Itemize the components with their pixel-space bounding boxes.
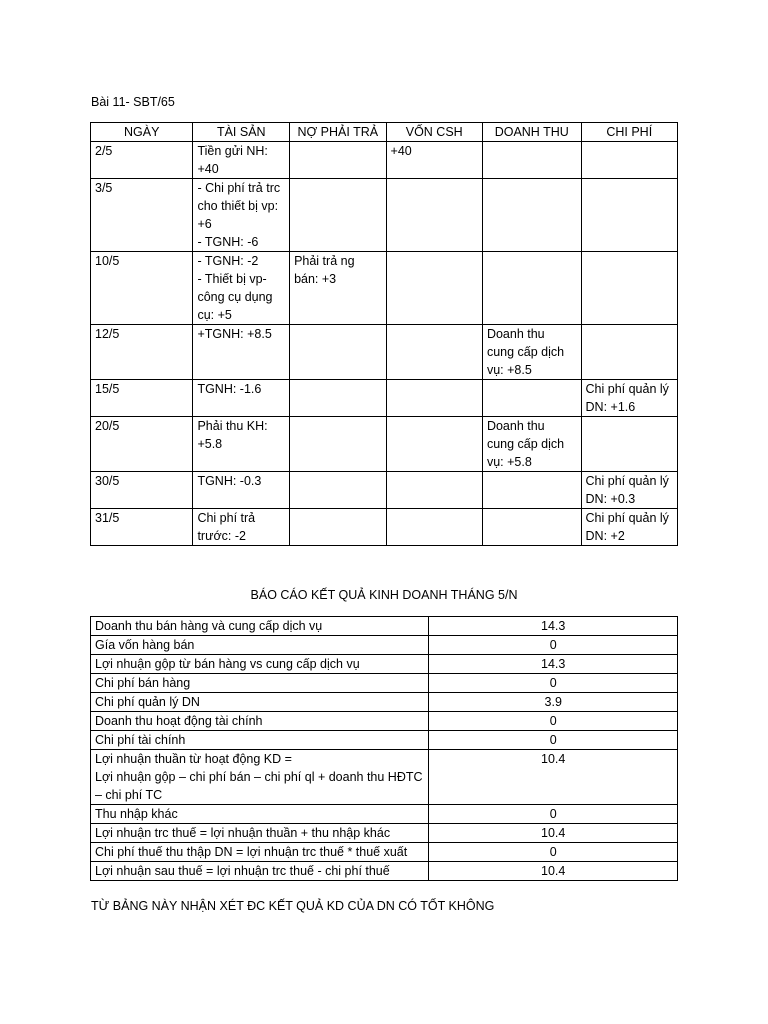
cell-assets: Tiền gửi NH: +40 [193, 142, 290, 179]
cell-assets: - TGNH: -2 - Thiết bị vp- công cụ dụng cụ: +5 [193, 252, 290, 325]
transaction-table [90, 122, 678, 546]
report-label: Doanh thu bán hàng và cung cấp dịch vụ [91, 617, 429, 636]
report-label: Lợi nhuận sau thuế = lợi nhuận trc thuế - chi phí thuế [91, 862, 429, 881]
cell-equity [386, 380, 482, 417]
cell-assets: +TGNH: +8.5 [193, 325, 290, 380]
cell-equity [386, 325, 482, 380]
report-row [91, 731, 678, 750]
report-row [91, 862, 678, 881]
report-label: Chi phí thuế thu thập DN = lợi nhuận trc thuế * thuế xuất [91, 843, 429, 862]
report-label: Chi phí quản lý DN [91, 693, 429, 712]
report-label: Lợi nhuận thuần từ hoạt động KD = Lợi nhuận gộp – chi phí bán – chi phí ql + doanh thu HĐTC – chi phí TC [91, 750, 429, 805]
report-row [91, 693, 678, 712]
cell-equity [386, 179, 482, 252]
cell-liabilities: Phải trả ng bán: +3 [290, 252, 386, 325]
cell-assets: TGNH: -1.6 [193, 380, 290, 417]
exercise-title: Bài 11- SBT/65 [91, 95, 175, 109]
report-label: Chi phí tài chính [91, 731, 429, 750]
report-label: Lợi nhuận gộp từ bán hàng vs cung cấp dịch vụ [91, 655, 429, 674]
table-header-row [91, 123, 678, 142]
cell-revenue: Doanh thu cung cấp dịch vụ: +8.5 [482, 325, 581, 380]
cell-liabilities [290, 509, 386, 546]
cell-equity [386, 417, 482, 472]
report-row [91, 843, 678, 862]
cell-liabilities [290, 179, 386, 252]
report-value: 0 [429, 674, 678, 693]
table-row [91, 380, 678, 417]
cell-date: 12/5 [91, 325, 193, 380]
col-header-revenue: DOANH THU [482, 123, 581, 142]
report-value: 14.3 [429, 617, 678, 636]
report-row [91, 617, 678, 636]
cell-assets: - Chi phí trả trc cho thiết bị vp: +6 - TGNH: -6 [193, 179, 290, 252]
cell-revenue [482, 380, 581, 417]
report-value: 0 [429, 731, 678, 750]
report-value: 10.4 [429, 862, 678, 881]
report-row [91, 750, 678, 805]
col-header-expense: CHI PHÍ [581, 123, 677, 142]
report-row [91, 655, 678, 674]
question-text: TỪ BẢNG NÀY NHẬN XÉT ĐC KẾT QUẢ KD CỦA DN CÓ TỐT KHÔNG [91, 899, 495, 913]
report-value: 0 [429, 843, 678, 862]
cell-expense [581, 142, 677, 179]
cell-revenue [482, 142, 581, 179]
table-row [91, 325, 678, 380]
report-label: Thu nhập khác [91, 805, 429, 824]
cell-liabilities [290, 142, 386, 179]
cell-date: 30/5 [91, 472, 193, 509]
report-label: Lợi nhuận trc thuế = lợi nhuận thuần + thu nhập khác [91, 824, 429, 843]
report-row [91, 674, 678, 693]
report-value: 10.4 [429, 824, 678, 843]
cell-assets: Chi phí trả trước: -2 [193, 509, 290, 546]
table-row [91, 472, 678, 509]
cell-liabilities [290, 417, 386, 472]
cell-date: 10/5 [91, 252, 193, 325]
col-header-assets: TÀI SẢN [193, 123, 290, 142]
cell-assets: TGNH: -0.3 [193, 472, 290, 509]
table-row [91, 252, 678, 325]
cell-date: 2/5 [91, 142, 193, 179]
cell-assets: Phải thu KH: +5.8 [193, 417, 290, 472]
col-header-equity: VỐN CSH [386, 123, 482, 142]
cell-date: 20/5 [91, 417, 193, 472]
report-value: 3.9 [429, 693, 678, 712]
col-header-date: NGÀY [91, 123, 193, 142]
table-row [91, 142, 678, 179]
cell-expense: Chi phí quản lý DN: +2 [581, 509, 677, 546]
cell-expense [581, 325, 677, 380]
cell-date: 31/5 [91, 509, 193, 546]
cell-expense: Chi phí quản lý DN: +0.3 [581, 472, 677, 509]
cell-liabilities [290, 325, 386, 380]
cell-revenue [482, 509, 581, 546]
report-row [91, 712, 678, 731]
report-value: 0 [429, 712, 678, 731]
cell-expense: Chi phí quản lý DN: +1.6 [581, 380, 677, 417]
cell-liabilities [290, 472, 386, 509]
report-label: Doanh thu hoạt động tài chính [91, 712, 429, 731]
table-row [91, 179, 678, 252]
cell-equity [386, 252, 482, 325]
report-value: 14.3 [429, 655, 678, 674]
table-row [91, 417, 678, 472]
report-value: 0 [429, 636, 678, 655]
report-value: 0 [429, 805, 678, 824]
cell-equity [386, 472, 482, 509]
cell-revenue: Doanh thu cung cấp dịch vụ: +5.8 [482, 417, 581, 472]
cell-equity: +40 [386, 142, 482, 179]
cell-equity [386, 509, 482, 546]
report-row [91, 636, 678, 655]
cell-date: 3/5 [91, 179, 193, 252]
cell-expense [581, 179, 677, 252]
cell-expense [581, 252, 677, 325]
cell-revenue [482, 252, 581, 325]
report-label: Gía vốn hàng bán [91, 636, 429, 655]
col-header-liabilities: NỢ PHẢI TRẢ [290, 123, 386, 142]
cell-revenue [482, 472, 581, 509]
report-label: Chi phí bán hàng [91, 674, 429, 693]
report-value: 10.4 [429, 750, 678, 805]
table-row [91, 509, 678, 546]
cell-liabilities [290, 380, 386, 417]
report-title: BÁO CÁO KẾT QUẢ KINH DOANH THÁNG 5/N [250, 588, 518, 602]
cell-revenue [482, 179, 581, 252]
cell-expense [581, 417, 677, 472]
report-row [91, 824, 678, 843]
cell-date: 15/5 [91, 380, 193, 417]
report-row [91, 805, 678, 824]
income-statement-table [90, 616, 678, 881]
